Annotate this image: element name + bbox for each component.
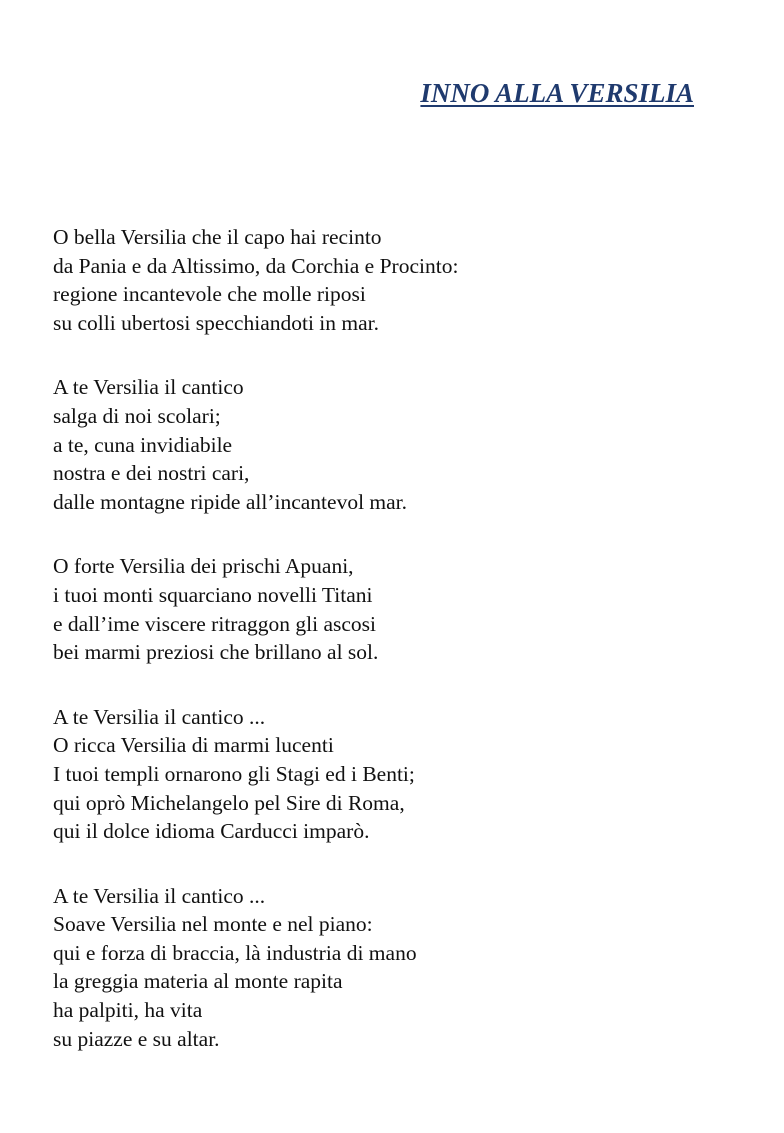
poem-line: Soave Versilia nel monte e nel piano: xyxy=(53,912,373,937)
poem-line: A te Versilia il cantico ... xyxy=(53,883,266,908)
poem-line: I tuoi templi ornarono gli Stagi ed i Benti; xyxy=(53,761,415,786)
poem-line: dalle montagne ripide all’incantevol mar. xyxy=(53,489,408,514)
poem-line: e dall’ime viscere ritraggon gli ascosi xyxy=(53,611,376,636)
poem-title: INNO ALLA VERSILIA xyxy=(420,78,694,108)
stanza-5 xyxy=(53,882,733,1054)
poem-line: O forte Versilia dei prischi Apuani, xyxy=(53,554,354,579)
poem-line: qui e forza di braccia, là industria di mano xyxy=(53,940,417,965)
poem-line: qui oprò Michelangelo pel Sire di Roma, xyxy=(53,790,405,815)
poem-line: su piazze e su altar. xyxy=(53,1026,220,1051)
poem-line: i tuoi monti squarciano novelli Titani xyxy=(53,582,373,607)
stanza-4 xyxy=(53,703,733,846)
poem-line: da Pania e da Altissimo, da Corchia e Procinto: xyxy=(53,253,459,278)
poem-line: salga di noi scolari; xyxy=(53,403,221,428)
poem-line: O ricca Versilia di marmi lucenti xyxy=(53,733,334,758)
poem-line: O bella Versilia che il capo hai recinto xyxy=(53,225,382,249)
stanza-3 xyxy=(53,552,733,666)
poem-line: A te Versilia il cantico ... xyxy=(53,704,266,729)
poem-line: bei marmi preziosi che brillano al sol. xyxy=(53,640,379,665)
poem-line: nostra e dei nostri cari, xyxy=(53,461,250,486)
stanza-2 xyxy=(53,373,733,516)
poem-body xyxy=(53,223,733,1089)
stanza-1 xyxy=(53,223,733,337)
poem-line: su colli ubertosi specchiandoti in mar. xyxy=(53,310,380,335)
poem-line: qui il dolce idioma Carducci imparò. xyxy=(53,819,370,844)
poem-line: ha palpiti, ha vita xyxy=(53,998,203,1023)
poem-line: regione incantevole che molle riposi xyxy=(53,282,366,307)
poem-line: a te, cuna invidiabile xyxy=(53,432,233,457)
poem-line: A te Versilia il cantico xyxy=(53,375,244,400)
poem-line: la greggia materia al monte rapita xyxy=(53,969,343,994)
